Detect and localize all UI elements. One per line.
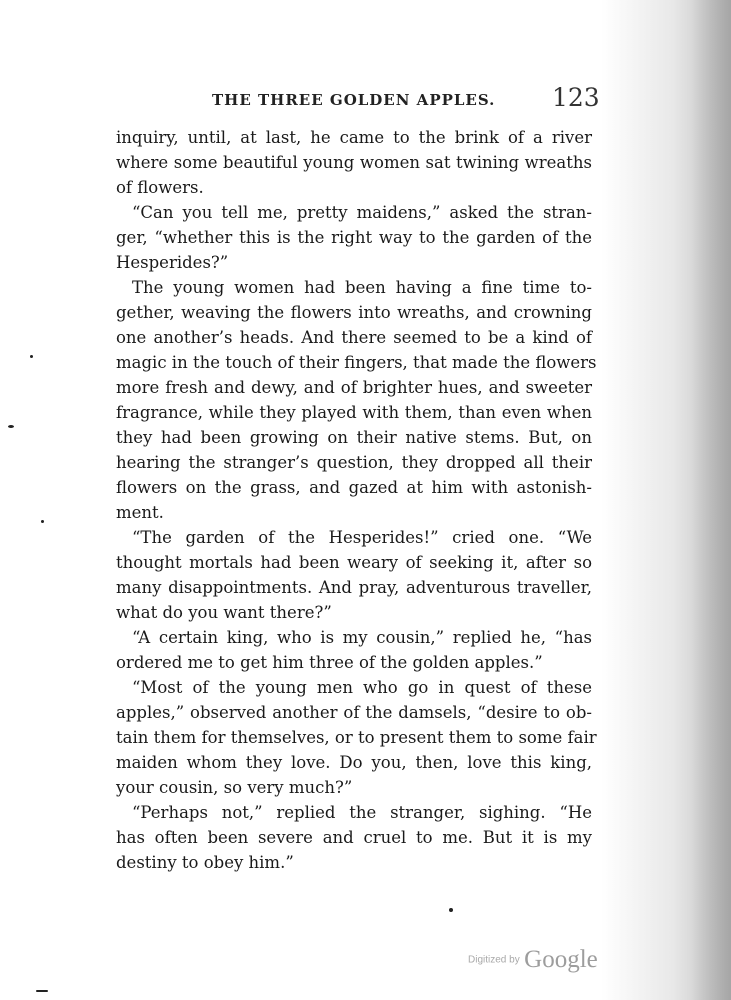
text-line: where some beautiful young women sat twining wreaths [116, 153, 592, 172]
text-line: fragrance, while they played with them, than even when [116, 403, 592, 422]
text-line: one another’s heads. And there seemed to be a kind of [116, 328, 592, 347]
text-line: destiny to obey him.” [116, 853, 294, 872]
text-line: ment. [116, 503, 164, 522]
text-line: magic in the touch of their fingers, that made the flowers [116, 353, 597, 372]
text-line: ger, “whether this is the right way to the garden of the [116, 228, 592, 247]
scan-speck [8, 425, 14, 428]
text-line: Hesperides?” [116, 253, 229, 272]
text-line: thought mortals had been weary of seeking it, after so [116, 553, 592, 572]
text-line: more fresh and dewy, and of brighter hues, and sweeter [116, 378, 592, 397]
digitized-watermark [468, 946, 598, 974]
text-line: “Perhaps not,” replied the stranger, sighing. “He [132, 803, 592, 822]
scan-speck [449, 908, 453, 912]
text-line: The young women had been having a fine time to- [132, 278, 592, 297]
google-logo: Google [524, 946, 598, 973]
text-line: apples,” observed another of the damsels, “desire to ob- [116, 703, 592, 722]
text-line: many disappointments. And pray, adventurous traveller, [116, 578, 592, 597]
text-line: of flowers. [116, 178, 204, 197]
text-line: hearing the stranger’s question, they dropped all their [116, 453, 592, 472]
text-line: “A certain king, who is my cousin,” replied he, “has [132, 628, 592, 647]
running-title: THE THREE GOLDEN APPLES. [212, 91, 496, 109]
scan-speck [30, 355, 33, 358]
text-line: tain them for themselves, or to present them to some fair [116, 728, 597, 747]
text-line: “The garden of the Hesperides!” cried one. “We [132, 528, 592, 547]
page-number: 123 [552, 83, 600, 112]
text-line: flowers on the grass, and gazed at him with astonish- [116, 478, 592, 497]
page-edge-shadow-dark [691, 0, 731, 1000]
text-line: ordered me to get him three of the golden apples.” [116, 653, 543, 672]
text-line: inquiry, until, at last, he came to the brink of a river [116, 128, 592, 147]
text-line: they had been growing on their native stems. But, on [116, 428, 592, 447]
text-line: what do you want there?” [116, 603, 332, 622]
text-line: “Most of the young men who go in quest of these [132, 678, 592, 697]
digitized-label: Digitized by [468, 954, 520, 966]
text-line: gether, weaving the flowers into wreaths, and crowning [116, 303, 592, 322]
text-line: your cousin, so very much?” [116, 778, 353, 797]
page-header [0, 83, 731, 117]
text-line: “Can you tell me, pretty maidens,” asked the stran- [132, 203, 592, 222]
scan-speck [41, 520, 44, 523]
text-line: has often been severe and cruel to me. But it is my [116, 828, 592, 847]
scan-speck [36, 990, 48, 992]
text-line: maiden whom they love. Do you, then, love this king, [116, 753, 592, 772]
